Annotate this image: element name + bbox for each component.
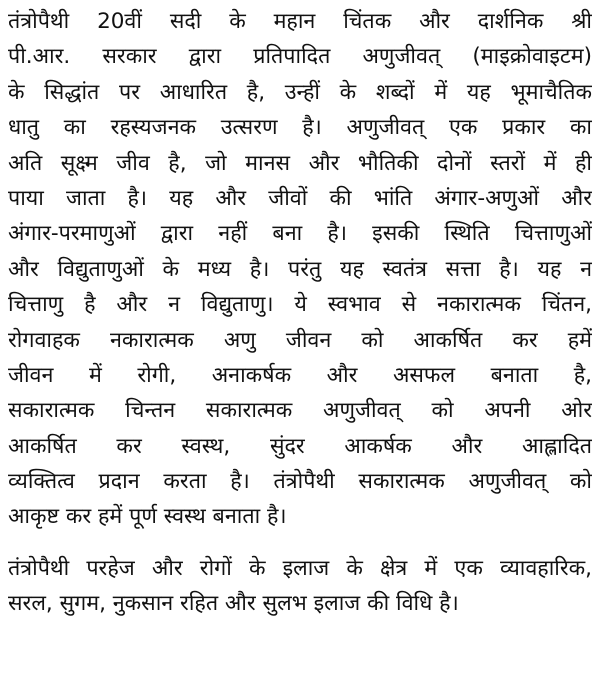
text-line: तंत्रोपैथी परहेज और रोगों के इलाज के क्षेत्र में एक व्यावहारिक, (8, 555, 592, 581)
paragraph-gap (8, 535, 592, 551)
paragraph-tantropathy-theory (8, 4, 592, 535)
text-line: आकर्षित कर स्वस्थ, सुंदर आकर्षक और आह्लादित (8, 433, 592, 459)
text-line: के सिद्धांत पर आधारित है, उन्हीं के शब्दों में यह भूमाचैतिक (8, 79, 592, 105)
text-line: अति सूक्ष्म जीव है, जो मानस और भौतिकी दोनों स्तरों में ही (8, 150, 592, 176)
text-line: रोगवाहक नकारात्मक अणु जीवन को आकर्षित कर हमें (8, 327, 592, 353)
text-line: पाया जाता है। यह और जीवों की भांति अंगार-अणुओं और (8, 185, 592, 211)
text-line: व्यक्तित्व प्रदान करता है। तंत्रोपैथी सकारात्मक अणुजीवत् को (8, 469, 592, 495)
text-line: आकृष्ट कर हमें पूर्ण स्वस्थ बनाता है। (8, 504, 287, 530)
text-line: और विद्युताणुओं के मध्य है। परंतु यह स्वतंत्र सत्ता है। यह न (8, 256, 592, 282)
text-line: तंत्रोपैथी 20वीं सदी के महान चिंतक और दार्शनिक श्री (8, 9, 592, 34)
text-line: सरल, सुगम, नुकसान रहित और सुलभ इलाज की विधि है। (8, 591, 459, 617)
text-line: सकारात्मक चिन्तन सकारात्मक अणुजीवत् को अपनी ओर (8, 398, 592, 424)
text-line: अंगार-परमाणुओं द्वारा नहीं बना है। इसकी स्थिति चित्ताणुओं (8, 221, 592, 247)
text-line: चित्ताणु है और न विद्युताणु। ये स्वभाव से नकारात्मक चिंतन, (8, 292, 592, 318)
paragraph-tantropathy-summary (8, 551, 592, 622)
text-line: जीवन में रोगी, अनाकर्षक और असफल बनाता है, (8, 362, 592, 388)
text-line: पी.आर. सरकार द्वारा प्रतिपादित अणुजीवत् (माइक्रोवाइटम) (8, 44, 592, 70)
text-line: धातु का रहस्यजनक उत्सरण है। अणुजीवत् एक प्रकार का (8, 115, 592, 141)
